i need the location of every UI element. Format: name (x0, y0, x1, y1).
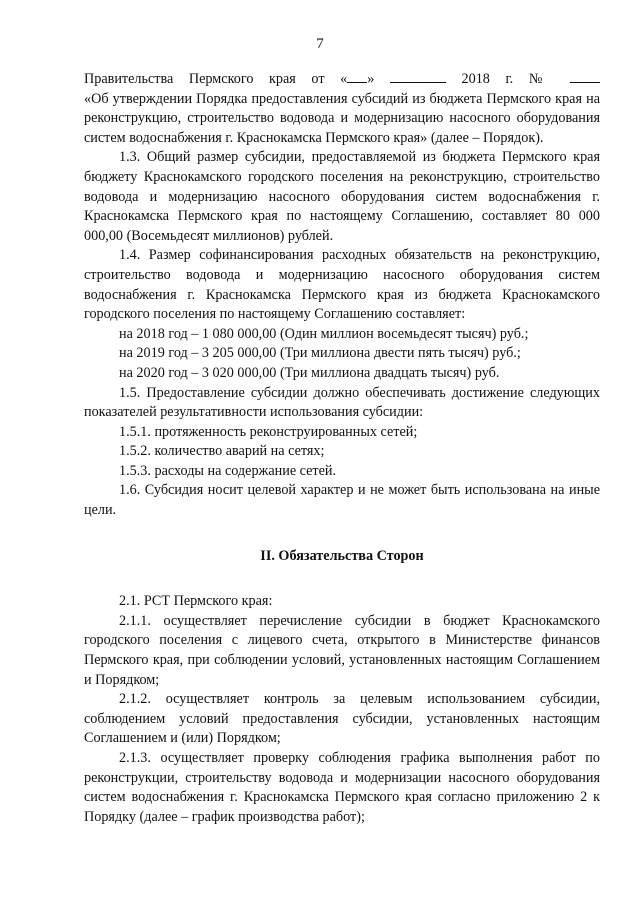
year-amount-2019: на 2019 год – 3 205 000,00 (Три миллиона двести пять тысяч) руб.; (119, 345, 521, 362)
paragraph-1-6: 1.6. Субсидия носит целевой характер и не может быть использована на иные цели. (84, 482, 600, 519)
intro-paragraph (84, 70, 600, 148)
page-number: 7 (316, 36, 324, 52)
paragraph-1-4: 1.4. Размер софинансирования расходных обязательств на реконструкцию, строительство водовода и модернизацию насосного оборудования систем водоснабжения г. Краснокамска Пермского края из бюджета Краснокамского городского поселения по настоящему Соглашению составляет: (84, 247, 600, 323)
intro-first-line: Правительства Пермского края от « » 2018 г. № (84, 70, 600, 90)
indicator-1-5-3: 1.5.3. расходы на содержание сетей. (119, 462, 337, 479)
paragraph-2-1: 2.1. РСТ Пермского края: (119, 593, 273, 610)
date-day-field: « » (340, 71, 375, 87)
paragraph-2-1-1: 2.1.1. осуществляет перечисление субсидии в бюджет Краснокамского городского поселения с лицевого счета, открытого в Министерстве финансов Пермского края, при соблюдении условий, установленных настоящим Соглашением и Порядком; (84, 612, 600, 688)
year-amount-2020: на 2020 год – 3 020 000,00 (Три миллиона двадцать тысяч) руб. (119, 364, 500, 381)
intro-text: «Об утверждении Порядка предоставления субсидий из бюджета Пермского края на реконструкцию, строительство водовода и модернизацию насосного оборудования систем водоснабжения г. Краснокамска Пермского края» (далее – Порядок). (84, 90, 600, 146)
paragraph-2-1-3: 2.1.3. осуществляет проверку соблюдения графика выполнения работ по реконструкции, строительству водовода и модернизации насосного оборудования систем водоснабжения г. Краснокамска Пермского края согласно приложению 2 к Порядку (далее – график производства работ); (84, 750, 600, 825)
paragraph-2-1-2: 2.1.2. осуществляет контроль за целевым использованием субсидии, соблюдением условий предоставления субсидии, установленных настоящим Соглашением и (или) Порядком; (84, 691, 600, 747)
year-amount-2018: на 2018 год – 1 080 000,00 (Один миллион восемьдесят тысяч) руб.; (119, 325, 529, 342)
indicator-1-5-1: 1.5.1. протяженность реконструированных сетей; (119, 423, 418, 440)
indicator-1-5-2: 1.5.2. количество аварий на сетях; (119, 443, 325, 460)
date-month-field (390, 70, 446, 83)
section-2-heading: II. Обязательства Сторон (260, 547, 424, 564)
document-body (84, 70, 600, 827)
resolution-number-field (570, 70, 600, 83)
paragraph-1-3: 1.3. Общий размер субсидии, предоставляемой из бюджета Пермского края бюджету Краснокамского городского поселения на реконструкцию, строительство водовода и модернизацию насосного оборудования систем водоснабжения г. Краснокамска Пермского края по настоящему Соглашению, составляет 80 000 000,00 (Восемьдесят миллионов) рублей. (84, 149, 600, 244)
paragraph-1-5: 1.5. Предоставление субсидии должно обеспечивать достижение следующих показателей результативности использования субсидии: (84, 384, 600, 421)
